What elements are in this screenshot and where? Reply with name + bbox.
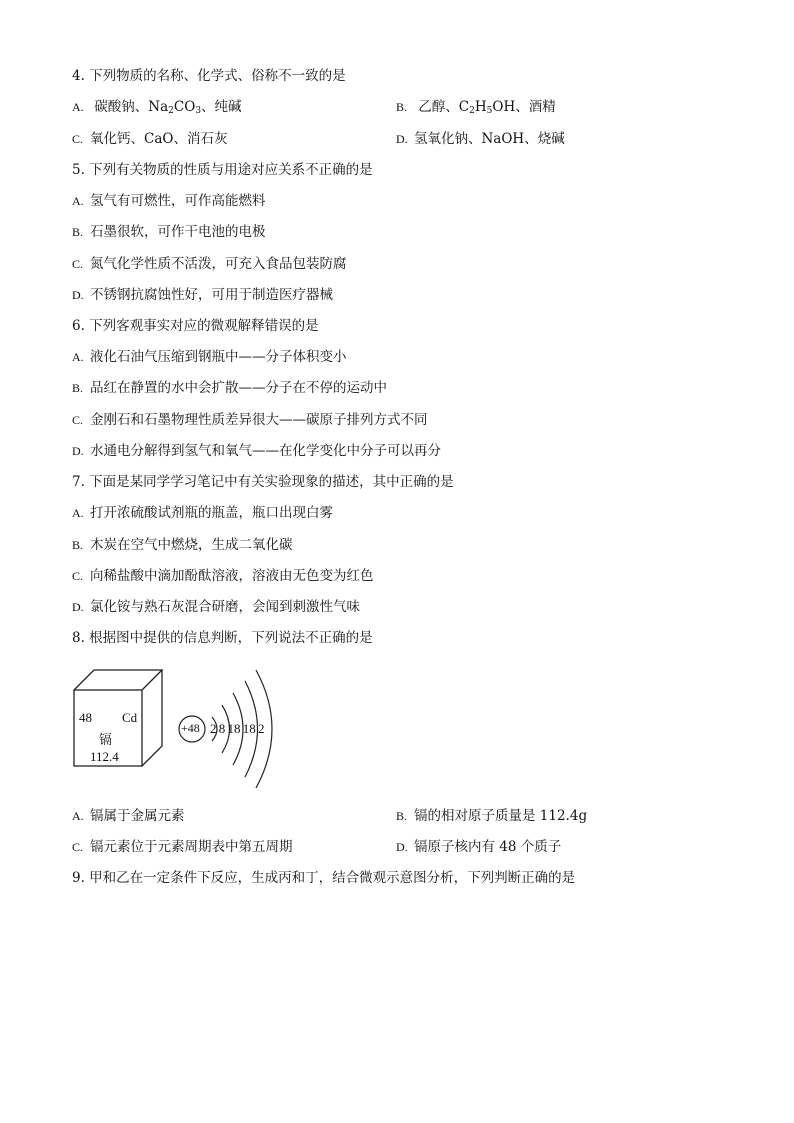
question-8-option-c [72, 838, 293, 856]
option-letter: B. [72, 225, 84, 239]
question-4-option-a [72, 98, 242, 116]
option-text: 氧化钙、CaO、消石灰 [90, 131, 228, 147]
question-4-option-b [396, 98, 556, 116]
question-5-option-c [72, 255, 347, 273]
option-letter: D. [396, 840, 408, 854]
atomic-number: 48 [79, 710, 92, 725]
question-8-option-a [72, 807, 185, 825]
option-letter: C. [72, 569, 84, 583]
question-6-option-d [72, 442, 441, 460]
option-text: 品红在静置的水中会扩散——分子在不停的运动中 [90, 380, 387, 396]
question-6-option-c [72, 411, 428, 429]
option-letter: D. [72, 600, 84, 614]
option-text: 向稀盐酸中滴加酚酞溶液，溶液由无色变为红色 [90, 568, 374, 584]
option-text: 氢氧化钠、NaOH、烧碱 [414, 131, 565, 147]
question-5-option-d [72, 286, 333, 304]
option-letter: D. [72, 444, 84, 458]
nucleus-charge: +48 [181, 721, 200, 735]
option-text: 木炭在空气中燃烧，生成二氧化碳 [90, 537, 293, 553]
option-text: 石墨很软，可作干电池的电极 [90, 224, 266, 240]
option-letter: B. [396, 100, 408, 114]
question-6-option-b [72, 379, 387, 397]
option-text: 水通电分解得到氢气和氧气——在化学变化中分子可以再分 [90, 443, 441, 459]
question-6-stem: 6. 下列客观事实对应的微观解释错误的是 [72, 318, 319, 334]
electron-shells: 2 8 18 18 2 [210, 721, 265, 736]
question-6-option-a [72, 348, 347, 366]
option-text: 镉属于金属元素 [90, 808, 185, 824]
option-text: 镉的相对原子质量是 112.4g [414, 808, 588, 824]
option-text: 氢气有可燃性，可作高能燃料 [90, 193, 266, 209]
option-letter: A. [72, 506, 84, 520]
question-4-stem: 4. 下列物质的名称、化学式、俗称不一致的是 [72, 68, 346, 84]
option-text: 镉元素位于元素周期表中第五周期 [90, 839, 293, 855]
question-9-stem: 9. 甲和乙在一定条件下反应，生成丙和丁，结合微观示意图分析，下列判断正确的是 [72, 870, 576, 886]
option-letter: A. [72, 194, 84, 208]
question-4-option-c [72, 130, 227, 148]
option-text: 氮气化学性质不活泼，可充入食品包装防腐 [90, 256, 347, 272]
option-text: 打开浓硫酸试剂瓶的瓶盖，瓶口出现白雾 [90, 505, 333, 521]
option-text: 镉原子核内有 48 个质子 [414, 839, 562, 855]
question-5-option-b [72, 223, 266, 241]
option-letter: C. [72, 132, 84, 146]
option-letter: D. [396, 132, 408, 146]
element-name: 镉 [99, 733, 113, 748]
option-letter: C. [72, 413, 84, 427]
question-7-option-c [72, 567, 374, 585]
question-7-stem: 7. 下面是某同学学习笔记中有关实验现象的描述，其中正确的是 [72, 474, 454, 490]
option-letter: D. [72, 288, 84, 302]
option-letter: B. [72, 538, 84, 552]
question-8-option-d [396, 838, 561, 856]
option-letter: C. [72, 257, 84, 271]
question-5-stem: 5. 下列有关物质的性质与用途对应关系不正确的是 [72, 162, 373, 178]
option-text: 不锈钢抗腐蚀性好，可用于制造医疗器械 [90, 287, 333, 303]
question-7-option-d [72, 598, 360, 616]
question-8-stem: 8. 根据图中提供的信息判断，下列说法不正确的是 [72, 630, 373, 646]
option-letter: A. [72, 100, 84, 114]
option-text: 液化石油气压缩到钢瓶中——分子体积变小 [90, 349, 347, 365]
option-text: 乙醇、$C_2H_5OH$、酒精 [418, 99, 556, 116]
option-letter: B. [396, 809, 408, 823]
question-4-option-d [396, 130, 565, 148]
option-text: 氯化铵与熟石灰混合研磨，会闻到刺激性气味 [90, 599, 360, 615]
question-7-option-a [72, 504, 333, 522]
option-text: 金刚石和石墨物理性质差异很大——碳原子排列方式不同 [90, 412, 428, 428]
cadmium-figure [70, 662, 290, 792]
option-text: 碳酸钠、$Na_2CO_3$、纯碱 [94, 99, 242, 116]
question-7-option-b [72, 536, 293, 554]
question-8-option-b [396, 807, 587, 825]
option-letter: A. [72, 809, 84, 823]
option-letter: A. [72, 350, 84, 364]
atomic-mass: 112.4 [90, 749, 119, 764]
option-letter: B. [72, 381, 84, 395]
option-letter: C. [72, 840, 84, 854]
question-5-option-a [72, 192, 266, 210]
element-symbol: Cd [122, 710, 138, 725]
